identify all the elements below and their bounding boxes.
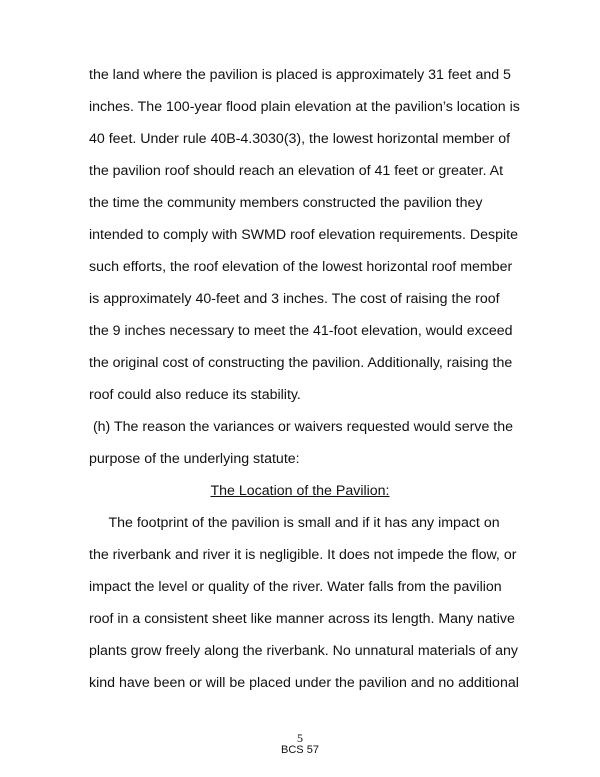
body-line-5: the time the community members constructed the pavilion they	[89, 195, 483, 211]
body-line-10: the original cost of constructing the pavilion. Additionally, raising the	[89, 355, 513, 371]
body-line-13: purpose of the underlying statute:	[89, 451, 300, 467]
body-line-6: intended to comply with SWMD roof elevation requirements. Despite	[89, 227, 518, 243]
section-line-1: The footprint of the pavilion is small and if it has any impact on	[89, 515, 500, 531]
body-line-2: inches. The 100-year flood plain elevation at the pavilion’s location is	[89, 99, 520, 115]
body-line-7: such efforts, the roof elevation of the lowest horizontal roof member	[89, 259, 513, 275]
body-line-9: the 9 inches necessary to meet the 41-foot elevation, would exceed	[89, 323, 513, 339]
body-line-3: 40 feet. Under rule 40B-4.3030(3), the lowest horizontal member of	[89, 131, 511, 147]
body-line-11: roof could also reduce its stability.	[89, 387, 301, 403]
body-line-1: the land where the pavilion is placed is approximately 31 feet and 5	[89, 67, 511, 83]
section-line-2: the riverbank and river it is negligible. It does not impede the flow, or	[89, 547, 517, 563]
body-line-8: is approximately 40-feet and 3 inches. The cost of raising the roof	[89, 291, 500, 307]
section-line-3: impact the level or quality of the river. Water falls from the pavilion	[89, 579, 502, 595]
body-line-4: the pavilion roof should reach an elevation of 41 feet or greater. At	[89, 163, 504, 179]
section-line-4: roof in a consistent sheet like manner across its length. Many native	[89, 611, 515, 627]
page-number: 5	[297, 731, 303, 745]
body-line-12: (h) The reason the variances or waivers requested would serve the	[89, 419, 514, 435]
section-line-5: plants grow freely along the riverbank. No unnatural materials of any	[89, 643, 519, 659]
section-line-6: kind have been or will be placed under the pavilion and no additional	[89, 675, 519, 691]
bates-footer-label: BCS 57	[281, 744, 319, 756]
section-heading: The Location of the Pavilion:	[210, 483, 390, 499]
